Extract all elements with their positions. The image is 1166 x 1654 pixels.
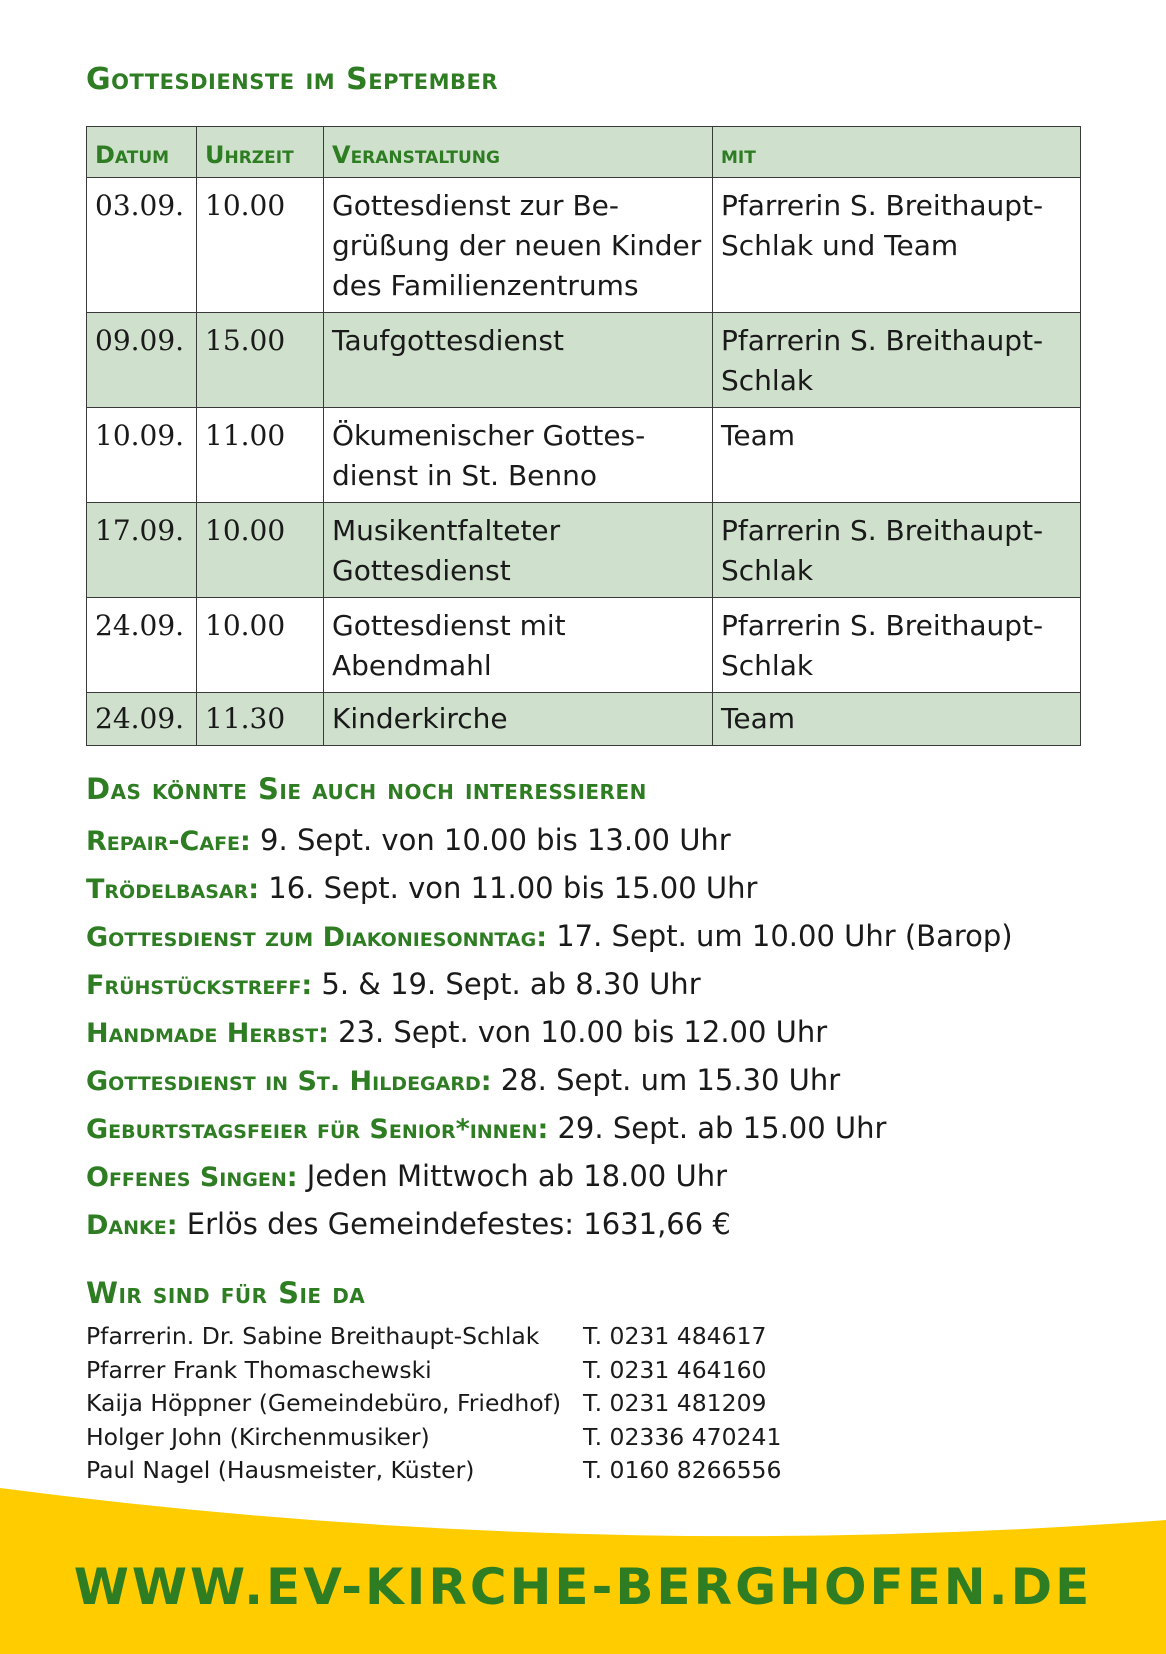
page-title: Gottesdienste im September	[86, 62, 499, 97]
event-cell: Musikentfalteter Gottesdienst	[324, 503, 713, 598]
contact-list	[86, 1320, 806, 1488]
with-cell: Team	[713, 408, 1081, 503]
item-text: 17. Sept. um 10.00 Uhr (Barop)	[547, 919, 1013, 953]
list-item	[86, 1152, 1146, 1200]
table-row	[87, 313, 1081, 408]
contact-phone: T. 0231 464160	[583, 1355, 767, 1384]
table-row	[87, 693, 1081, 746]
contact-phone: T. 02336 470241	[583, 1422, 782, 1451]
list-item	[86, 960, 1146, 1008]
item-text: 23. Sept. von 10.00 bis 12.00 Uhr	[328, 1015, 828, 1049]
list-item	[86, 912, 1146, 960]
contact-phone: T. 0231 484617	[583, 1322, 767, 1350]
date-cell: 03.09.	[87, 178, 197, 313]
item-text: 16. Sept. von 11.00 bis 15.00 Uhr	[259, 871, 758, 905]
item-label: Offenes Singen:	[86, 1162, 298, 1193]
item-label: Frühstückstreff:	[86, 970, 313, 1001]
contact-name: Pfarrerin. Dr. Sabine Breithaupt-Schlak	[86, 1322, 540, 1350]
list-item	[86, 816, 1146, 864]
item-label: Handmade Herbst:	[86, 1018, 329, 1049]
list-item	[86, 1056, 1146, 1104]
column-header-with: mit	[713, 127, 1081, 178]
table-row	[87, 503, 1081, 598]
website-url[interactable]: WWW.EV-KIRCHE-BERGHOFEN.DE	[73, 1558, 1093, 1616]
table-row	[87, 598, 1081, 693]
item-label: Repair-Cafe:	[86, 826, 251, 857]
with-cell: Pfarrerin S. Breithaupt- Schlak und Team	[713, 178, 1081, 313]
item-text: Erlös des Gemeindefestes: 1631,66 €	[177, 1207, 731, 1241]
with-cell: Pfarrerin S. Breithaupt- Schlak	[713, 598, 1081, 693]
item-label: Danke:	[86, 1210, 178, 1241]
item-text: 28. Sept. um 15.30 Uhr	[491, 1063, 841, 1097]
time-cell: 10.00	[197, 503, 324, 598]
item-text: 29. Sept. ab 15.00 Uhr	[548, 1111, 887, 1145]
interest-section-heading: Das könnte Sie auch noch interessieren	[86, 772, 647, 806]
item-text: Jeden Mittwoch ab 18.00 Uhr	[297, 1159, 727, 1193]
contact-name: Paul Nagel (Hausmeister, Küster)	[86, 1456, 475, 1484]
event-cell: Gottesdienst mit Abendmahl	[324, 598, 713, 693]
event-cell: Gottesdienst zur Be- grüßung der neuen Kinder des Familienzentrums	[324, 178, 713, 313]
list-item	[86, 1354, 806, 1388]
time-cell: 11.00	[197, 408, 324, 503]
list-item	[86, 1008, 1146, 1056]
table-header-row	[87, 127, 1081, 178]
interest-list	[86, 816, 1146, 1248]
event-cell: Ökumenischer Gottes- dienst in St. Benno	[324, 408, 713, 503]
service-schedule-table	[86, 126, 1081, 746]
event-cell: Kinderkirche	[324, 693, 713, 746]
date-cell: 24.09.	[87, 693, 197, 746]
item-label: Gottesdienst in St. Hildegard:	[86, 1066, 492, 1097]
time-cell: 10.00	[197, 598, 324, 693]
time-cell: 10.00	[197, 178, 324, 313]
table-row	[87, 408, 1081, 503]
time-cell: 11.30	[197, 693, 324, 746]
item-text: 5. & 19. Sept. ab 8.30 Uhr	[312, 967, 701, 1001]
contact-name: Kaija Höppner (Gemeindebüro, Friedhof)	[86, 1389, 562, 1417]
time-cell: 15.00	[197, 313, 324, 408]
list-item	[86, 1387, 806, 1421]
date-cell: 17.09.	[87, 503, 197, 598]
date-cell: 24.09.	[87, 598, 197, 693]
list-item	[86, 1320, 806, 1354]
contact-phone: T. 0231 481209	[583, 1389, 767, 1417]
column-header-event: Veranstaltung	[324, 127, 713, 178]
list-item	[86, 1104, 1146, 1152]
contact-phone: T. 0160 8266556	[583, 1456, 782, 1484]
with-cell: Pfarrerin S. Breithaupt- Schlak	[713, 503, 1081, 598]
item-label: Trödelbasar:	[86, 874, 260, 905]
with-cell: Pfarrerin S. Breithaupt- Schlak	[713, 313, 1081, 408]
contact-name: Pfarrer Frank Thomaschewski	[86, 1355, 432, 1384]
list-item	[86, 864, 1146, 912]
table-row	[87, 178, 1081, 313]
list-item	[86, 1200, 1146, 1248]
event-cell: Taufgottesdienst	[324, 313, 713, 408]
item-label: Geburtstagsfeier für Senior*innen:	[86, 1114, 549, 1145]
contact-section-heading: Wir sind für Sie da	[86, 1276, 366, 1310]
item-text: 9. Sept. von 10.00 bis 13.00 Uhr	[250, 823, 731, 857]
date-cell: 09.09.	[87, 313, 197, 408]
list-item	[86, 1421, 806, 1455]
item-label: Gottesdienst zum Diakoniesonntag:	[86, 922, 547, 953]
contact-name: Holger John (Kirchenmusiker)	[86, 1422, 430, 1451]
with-cell: Team	[713, 693, 1081, 746]
column-header-time: Uhrzeit	[197, 127, 324, 178]
column-header-date: Datum	[87, 127, 197, 178]
date-cell: 10.09.	[87, 408, 197, 503]
